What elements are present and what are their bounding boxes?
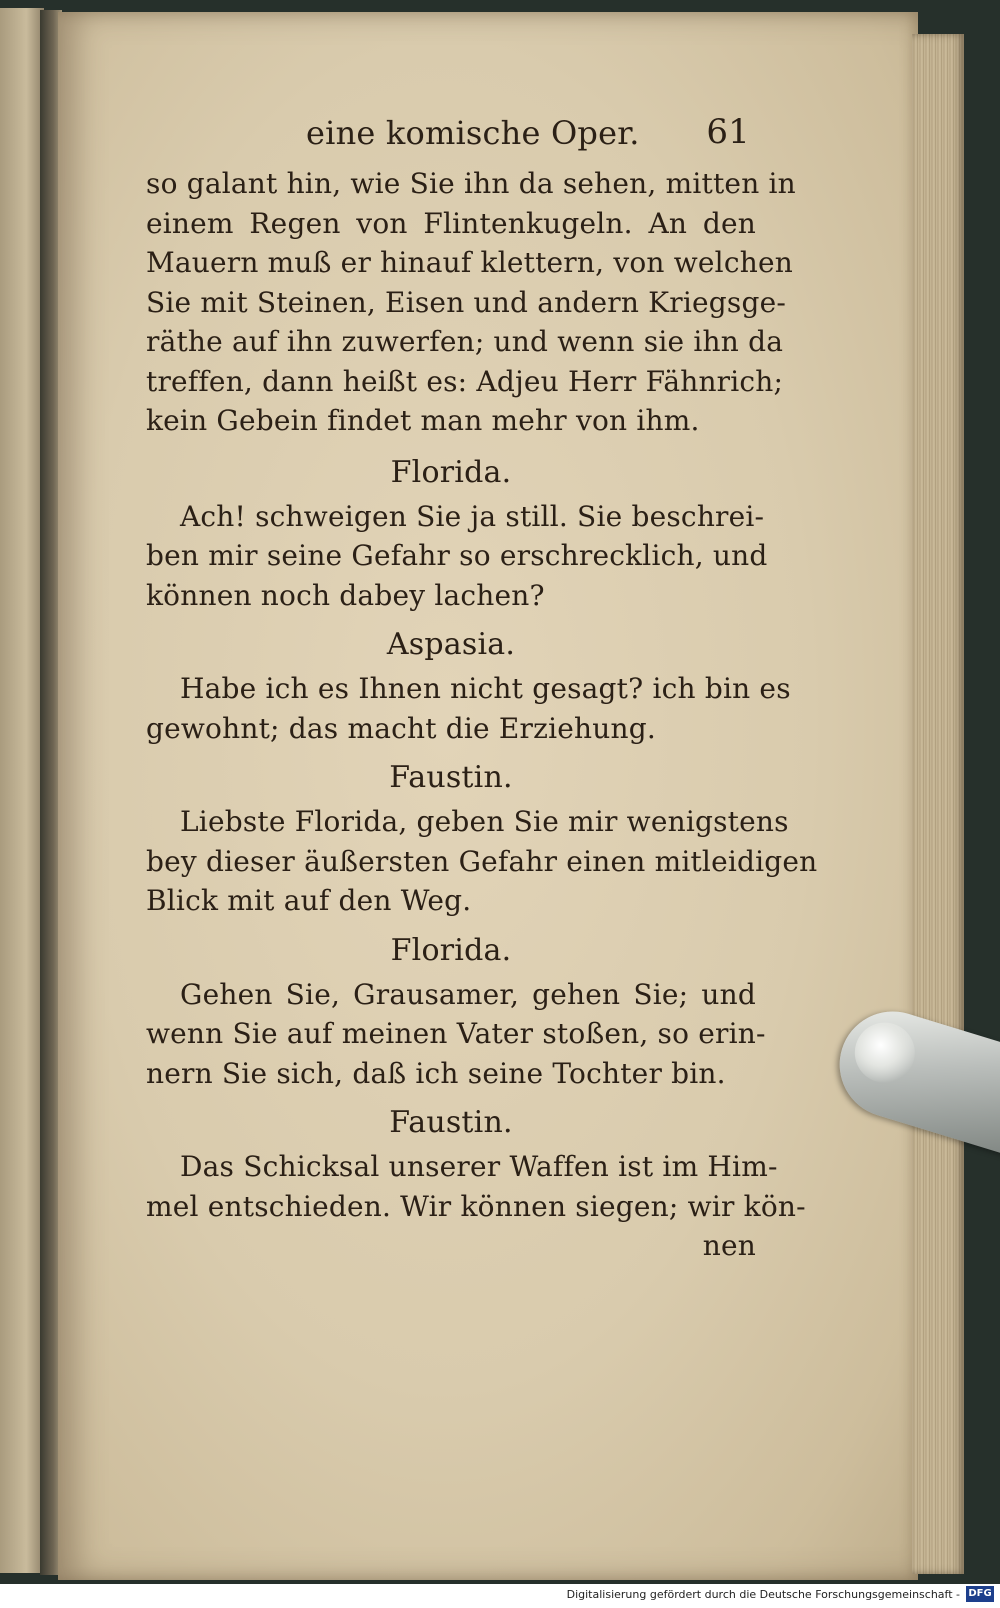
catchword: nen	[702, 1229, 756, 1262]
text-line: Liebste Florida, geben Sie mir wenigstens	[180, 805, 789, 838]
text-line: nern Sie sich, daß ich seine Tochter bin.	[146, 1056, 726, 1090]
paragraph	[146, 164, 796, 441]
text-line: bey dieser äußersten Gefahr einen mitleidigen	[146, 844, 818, 878]
facing-page-edge	[0, 8, 44, 1573]
text-line: kein Gebein findet man mehr von ihm.	[146, 404, 700, 437]
text-line: Blick mit auf den Weg.	[146, 884, 472, 917]
paragraph	[146, 975, 766, 1094]
page-stack-edge	[912, 34, 964, 1574]
speaker-heading: Faustin.	[389, 760, 513, 795]
footer-bar	[0, 1584, 1000, 1608]
text-line: mel entschieden. Wir können siegen; wir kön-	[146, 1189, 806, 1223]
text-line: Sie mit Steinen, Eisen und andern Kriegsge-	[146, 285, 787, 319]
dfg-logo: DFG	[966, 1586, 994, 1602]
text-line: Habe ich es Ihnen nicht gesagt? ich bin es	[180, 672, 791, 705]
paragraph	[146, 802, 818, 921]
text-line: wenn Sie auf meinen Vater stoßen, so erin-	[146, 1017, 766, 1050]
text-line: Das Schicksal unserer Waffen ist im Him-	[180, 1150, 778, 1183]
page-header	[146, 108, 756, 164]
page-text	[146, 108, 818, 1266]
text-line: so galant hin, wie Sie ihn da sehen, mitten in	[146, 167, 796, 200]
paragraph	[146, 1147, 806, 1266]
funding-credit: Digitalisierung gefördert durch die Deutsche Forschungsgemeinschaft -	[566, 1588, 960, 1601]
page-number: 61	[706, 112, 750, 152]
running-title: eine komische Oper.	[306, 114, 640, 152]
paragraph	[146, 669, 791, 748]
text-line: Gehen Sie, Grausamer, gehen Sie; und	[180, 977, 756, 1011]
speaker-heading: Aspasia.	[386, 627, 516, 662]
text-line: können noch dabey lachen?	[146, 578, 545, 612]
speaker-heading: Faustin.	[389, 1105, 513, 1140]
text-line: ben mir seine Gefahr so erschrecklich, und	[146, 539, 768, 572]
text-line: einem Regen von Flintenkugeln. An den	[146, 206, 756, 240]
text-line: gewohnt; das macht die Erziehung.	[146, 711, 656, 745]
text-line: Mauern muß er hinauf klettern, von welchen	[146, 246, 793, 279]
paragraph	[146, 497, 768, 616]
speaker-heading: Florida.	[390, 932, 512, 968]
text-line: Ach! schweigen Sie ja still. Sie beschrei-	[180, 499, 765, 533]
speaker-heading: Florida.	[390, 454, 512, 490]
text-line: treffen, dann heißt es: Adjeu Herr Fähnrich;	[146, 364, 784, 398]
text-line: räthe auf ihn zuwerfen; und wenn sie ihn da	[146, 325, 784, 358]
